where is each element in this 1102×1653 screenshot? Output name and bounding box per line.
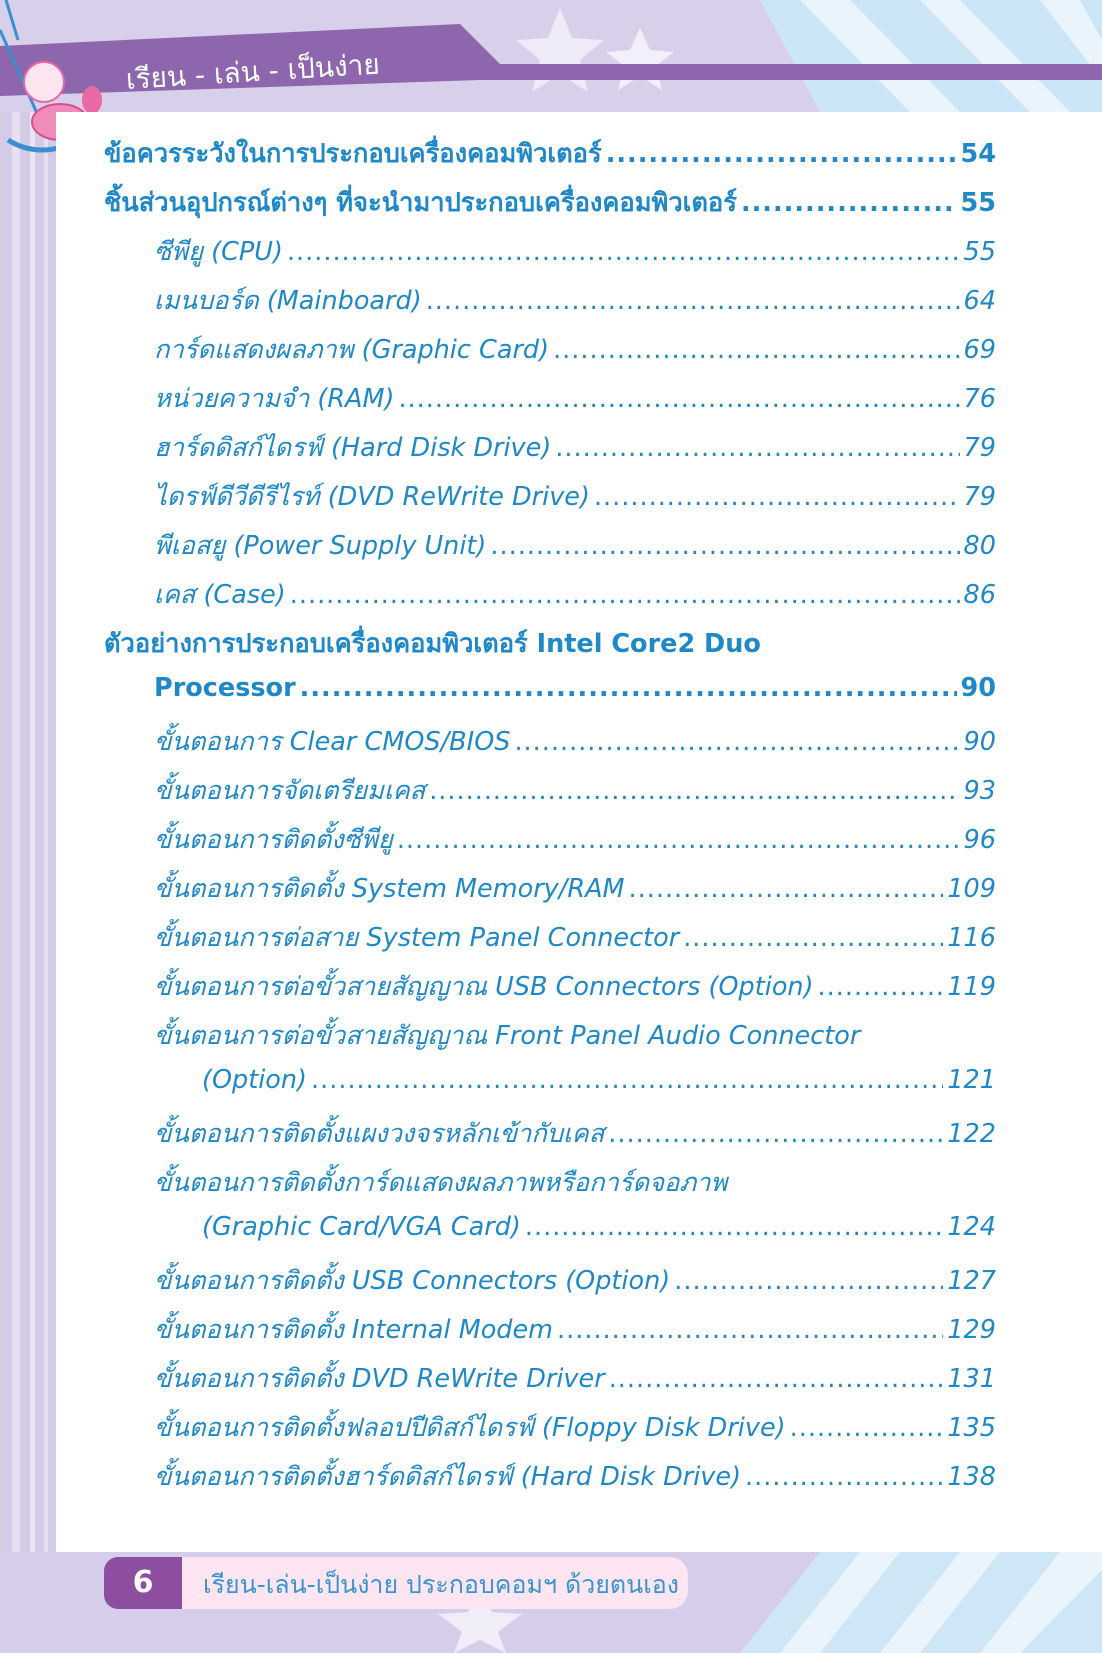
toc-entry[interactable] bbox=[104, 1359, 996, 1408]
toc-entry[interactable] bbox=[104, 673, 996, 722]
dot-leader bbox=[609, 1364, 944, 1394]
toc-entry-title: เมนบอร์ด (Mainboard) bbox=[154, 286, 422, 316]
toc-entry-page: 135 bbox=[947, 1413, 996, 1443]
toc-entry-page: 79 bbox=[963, 433, 996, 463]
toc-entry-title: การ์ดแสดงผลภาพ (Graphic Card) bbox=[154, 335, 550, 365]
toc-entry[interactable] bbox=[104, 1310, 996, 1359]
toc-entry-page: 55 bbox=[963, 237, 996, 267]
toc-entry-page: 138 bbox=[947, 1462, 996, 1492]
toc-entry-title: หน่วยความจำ (RAM) bbox=[154, 384, 395, 414]
toc-entry-page: 55 bbox=[960, 188, 996, 218]
toc-entry-page: 96 bbox=[963, 825, 996, 855]
toc-entry-title: ขั้นตอนการติดตั้งซีพียู bbox=[154, 825, 393, 855]
toc-entry-title: Processor bbox=[154, 673, 296, 703]
toc-entry-title: (Option) bbox=[202, 1065, 308, 1095]
toc-entry[interactable] bbox=[104, 967, 996, 1016]
dot-leader bbox=[557, 1315, 943, 1345]
toc-entry-page: 124 bbox=[947, 1212, 996, 1242]
toc-entry-page: 93 bbox=[963, 776, 996, 806]
toc-entry-title: ขั้นตอนการติดตั้งฮาร์ดดิสก์ไดรฟ์ (Hard Disk Drive) bbox=[154, 1462, 742, 1492]
toc-entry[interactable] bbox=[104, 281, 996, 330]
dot-leader bbox=[818, 972, 944, 1002]
toc-entry[interactable] bbox=[104, 1457, 996, 1506]
table-of-contents bbox=[104, 134, 996, 1506]
toc-entry[interactable] bbox=[104, 1408, 996, 1457]
toc-entry[interactable] bbox=[104, 722, 996, 771]
dot-leader bbox=[300, 673, 957, 703]
toc-entry-title: ขั้นตอนการติดตั้งการ์ดแสดงผลภาพหรือการ์ดจอภาพ bbox=[154, 1168, 728, 1198]
toc-entry-title: ขั้นตอนการ Clear CMOS/BIOS bbox=[154, 727, 511, 757]
dot-leader bbox=[606, 139, 957, 169]
toc-entry-title: ซีพียู (CPU) bbox=[154, 237, 283, 267]
toc-entry-page: 90 bbox=[963, 727, 996, 757]
toc-entry-page: 80 bbox=[963, 531, 996, 561]
toc-entry-page: 69 bbox=[963, 335, 996, 365]
dot-leader bbox=[311, 1065, 943, 1095]
toc-entry-page: 127 bbox=[947, 1266, 996, 1296]
toc-entry[interactable] bbox=[104, 575, 996, 624]
toc-entry-page: 54 bbox=[960, 139, 996, 169]
dot-leader bbox=[426, 286, 960, 316]
toc-entry-page: 64 bbox=[963, 286, 996, 316]
toc-entry[interactable] bbox=[104, 183, 996, 232]
toc-entry-title: ขั้นตอนการติดตั้ง System Memory/RAM bbox=[154, 874, 625, 904]
toc-entry[interactable] bbox=[104, 526, 996, 575]
toc-entry[interactable] bbox=[104, 379, 996, 428]
toc-entry-title: ขั้นตอนการต่อสาย System Panel Connector bbox=[154, 923, 680, 953]
toc-entry-page: 119 bbox=[947, 972, 996, 1002]
toc-entry[interactable] bbox=[104, 330, 996, 379]
toc-entry-title: ตัวอย่างการประกอบเครื่องคอมพิวเตอร์ Intel Core2 Duo bbox=[104, 629, 761, 659]
toc-entry-title: ขั้นตอนการจัดเตรียมเคส bbox=[154, 776, 426, 806]
dot-leader bbox=[629, 874, 944, 904]
page-number: 6 bbox=[104, 1557, 182, 1609]
toc-entry[interactable] bbox=[104, 1065, 996, 1114]
toc-entry[interactable] bbox=[104, 1261, 996, 1310]
toc-entry[interactable] bbox=[104, 624, 996, 673]
toc-entry[interactable] bbox=[104, 820, 996, 869]
toc-entry[interactable] bbox=[104, 477, 996, 526]
toc-entry-title: พีเอสยู (Power Supply Unit) bbox=[154, 531, 487, 561]
dot-leader bbox=[290, 580, 960, 610]
toc-entry-page: 129 bbox=[947, 1315, 996, 1345]
dot-leader bbox=[683, 923, 943, 953]
toc-entry-page: 79 bbox=[963, 482, 996, 512]
toc-entry-title: ขั้นตอนการต่อขั้วสายสัญญาณ Front Panel Audio Connector bbox=[154, 1021, 861, 1051]
dot-leader bbox=[674, 1266, 943, 1296]
toc-entry-page: 109 bbox=[947, 874, 996, 904]
toc-entry-title: (Graphic Card/VGA Card) bbox=[202, 1212, 521, 1242]
toc-entry-page: 76 bbox=[963, 384, 996, 414]
toc-entry[interactable] bbox=[104, 134, 996, 183]
dot-leader bbox=[287, 237, 960, 267]
toc-entry-title: ข้อควรระวังในการประกอบเครื่องคอมพิวเตอร์ bbox=[104, 139, 602, 169]
toc-entry[interactable] bbox=[104, 918, 996, 967]
toc-entry-title: ขั้นตอนการติดตั้ง DVD ReWrite Driver bbox=[154, 1364, 605, 1394]
dot-leader bbox=[745, 1462, 943, 1492]
toc-entry-page: 90 bbox=[960, 673, 996, 703]
dot-leader bbox=[553, 335, 959, 365]
toc-entry-title: ขั้นตอนการติดตั้ง Internal Modem bbox=[154, 1315, 554, 1345]
dot-leader bbox=[555, 433, 959, 463]
toc-entry[interactable] bbox=[104, 869, 996, 918]
dot-leader bbox=[741, 188, 957, 218]
toc-entry-title: ขั้นตอนการติดตั้งแผงวงจรหลักเข้ากับเคส bbox=[154, 1119, 605, 1149]
toc-entry-title: ขั้นตอนการติดตั้งฟลอปปีดิสก์ไดรฟ์ (Floppy Disk Drive) bbox=[154, 1413, 786, 1443]
dot-leader bbox=[398, 384, 959, 414]
toc-entry[interactable] bbox=[104, 232, 996, 281]
header-title: เรียน - เล่น - เป็นง่าย bbox=[124, 47, 381, 96]
footer-book-title: เรียน-เล่น-เป็นง่าย ประกอบคอมฯ ด้วยตนเอง bbox=[203, 1570, 680, 1599]
toc-entry[interactable] bbox=[104, 771, 996, 820]
toc-entry-page: 116 bbox=[947, 923, 996, 953]
toc-entry[interactable] bbox=[104, 1212, 996, 1261]
mascot-head bbox=[24, 62, 64, 102]
toc-entry-title: ขั้นตอนการต่อขั้วสายสัญญาณ USB Connectors (Option) bbox=[154, 972, 814, 1002]
toc-entry-page: 131 bbox=[947, 1364, 996, 1394]
dot-leader bbox=[397, 825, 960, 855]
dot-leader bbox=[608, 1119, 943, 1149]
toc-entry-title: ชิ้นส่วนอุปกรณ์ต่างๆ ที่จะนำมาประกอบเครื่องคอมพิวเตอร์ bbox=[104, 188, 737, 218]
toc-entry-title: เคส (Case) bbox=[154, 580, 286, 610]
dot-leader bbox=[594, 482, 960, 512]
toc-entry-title: ขั้นตอนการติดตั้ง USB Connectors (Option) bbox=[154, 1266, 671, 1296]
toc-entry[interactable] bbox=[104, 1114, 996, 1163]
dot-leader bbox=[525, 1212, 943, 1242]
toc-entry-page: 122 bbox=[947, 1119, 996, 1149]
toc-entry[interactable] bbox=[104, 428, 996, 477]
toc-entry-title: ฮาร์ดดิสก์ไดรฟ์ (Hard Disk Drive) bbox=[154, 433, 552, 463]
dot-leader bbox=[514, 727, 959, 757]
toc-entry-page: 86 bbox=[963, 580, 996, 610]
dot-leader bbox=[790, 1413, 944, 1443]
toc-entry-title: ไดรฟ์ดีวีดีรีไรท์ (DVD ReWrite Drive) bbox=[154, 482, 590, 512]
toc-entry[interactable] bbox=[104, 1016, 996, 1065]
toc-entry[interactable] bbox=[104, 1163, 996, 1212]
toc-entry-page: 121 bbox=[947, 1065, 996, 1095]
dot-leader bbox=[490, 531, 959, 561]
dot-leader bbox=[429, 776, 959, 806]
